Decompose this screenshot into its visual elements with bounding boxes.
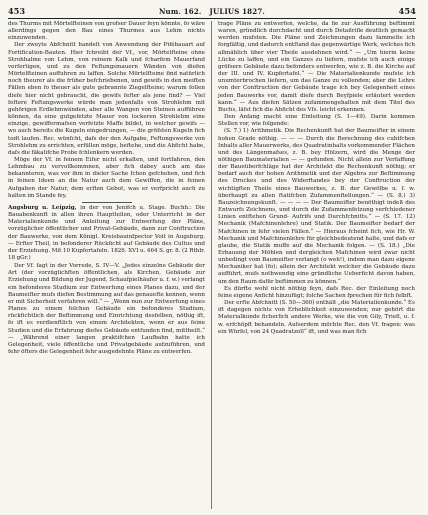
paragraph: Den Anfang macht eine Einleitung (S. 1—49). Darin kommen Stellen vor, wie folgende: [218,114,415,128]
section-separator [82,202,132,203]
paragraph: Der zweyte Abfchnitt handelt von Anwendung der Pifébauart auf Fortification-Bauten. Hier fchreibt der Vf., vor, Mörtelfteine ohne Strohhalme von Lehm, von reinem Kalk und fcharfem Mauerfand verfertigen, und zu den Feftungsmauern Wänden von diefen Mörtelfteinen auffuhren zu laffen. Solche Mörtelfteine find natürlich noch theurer als die früher befchriebenen, und gewifs in den meiften Fällen eben fo theuer als gute gebrannte Ziegelfteine; warum follen diefe hier nicht gebraucht, die gewifs fefter als jene find? — Viel feftere Feftungswerke würde man jedenfalls von Strohlehm mit gehörigen Erdlehmwänden, aber alle Wangen von Steinen aufführen können, da eine gutgefetzte Mauer von lockeren Strohlehm eine einzige, gewiffermafsen verfetzte Maffe bildet, in welcher gewifs — wo auch bereits die Kugeln eingedrungen, — die gröfsten Kugeln fich todt laufen. Rec. wünfcht, dafs der den Aufgabe, Feftungswerke von Strohlehm zu errichten, erfüllen möge, beftehe, und die Abficht habe, dafs die fäkalifche Probe fchlenkern werden. [8,42,205,156]
book-entry-place: Augsburg u. Leipzig, [8,204,77,211]
paragraph: des Thurms mit Mörtelfteinen von grofser Dauer feyn könnte, fo wäre allerdings gegen den Bau eines Thurmes aus Lehm nichts einzuwenden. [8,21,205,42]
paragraph: Der erfte Abfchnitt (S. 50—360) enthält „die Materialienkunde.“ Es ift dagegen nichts von Erheblichkeit einzuwenden; nur gehört die Materialkunde ficherlich andere Werke, wie die von Gily, Triefl, u. f. w. erfchöpft behandeln. Aufserdem möchte Rec. den Vf. fragen: was ein Würfel, von 24 Quadratzoll“ ift, und was man fich [218,300,415,335]
left-column [8,21,205,356]
issue-month-year: JULIUS 1827. [209,7,266,16]
paragraph: Der Vf. fagt in der Vorrede, S. IV—V. „Jedes einzelne Gebäude der Art (der vorzüglichften öffentlichen, als Kirchen, Gebäude zur Erziehung und Bildung der Jugend, Schaufpielhäufer u. f. w.) verlangt ein befonderes Studium zur Entwerfung eines Planes dazu, und der Baumeifter mufs diefen Bestimmung auf das genauefte kennen, wenn er mit Sicherheit verfahren will.“ — „Wenn nun zur Entwerfung eines Planes zu einem folchen Gebäude ein befonderes Studium, rückfichtlich der Beftimmung und Einrichtung desfelben, nöthig ift, fo ift es verdienftlich von einem Architekten, wenn er aus feine Studien und die Erfahrung diefes Gebäude entfunden find, mittheilt.“ — „Während einer langen praktifchen Laufbahn hatte ich Gelegenheit, viele öffentliche und Privatgebäude aufzuführen, und fehr öfters die Gelegenheit fehr ausgedehnte Pläne zu entwerfen. [8,263,205,356]
book-entry-body: in der von Jenifch u. Stage. Buchh.: Die Bauabenkunft in allen ihren Hauptteilen, oder Unterricht in der Materialienkunde und Anleitung zur Entwerfung der Pläne, vorzüglicher öffentlicher und Privat-Gebäude, dann zur Conftruction der Bauwerke, von dem Königl. Kreisbauinfpector Voit in Augsburg. — Erfter Theil, in befonderer Rückficht auf Gebäude des Cultus und der Erziehung. Mit 10 Kupfertafeln. 1826. XVI u. 464 S. gr. 8. (2 Rthlr. 18 gGr.) [8,204,205,261]
paragraph: (S. 7.) 1) Arithmetik. Die Rechenkunft hat der Baumeifter in einem hohen Grade nöthig. — — — Durch die Berechnung des cubifchen Inhalts aller Mauerwerks, des Quadratinhalts vorkommender Flächen und des Längenmafses, z. B. bey Hölzern, wird die Menge der nöthigen Baumaterialien — — gefunden. Nicht allein zur Verfaffung der Baueüberfchläge hat der Architekt die Rechenkunft nöthig; er bedarf auch der hohen Arithmetik und der Algebra zur Beftimmung des Druckes und des Widerftandes bey der Conftruction der wichtigften Theile eines Bauwerkes, z. B. der Gewölbe u. f. w. überhaupt zu allen ftatifchen Zufammenftellungen.“ — (S. 8.) 3) Bauzeichnungskunft. — — — — Der Baumeifter benöthigt indeß des Entwurfs Zeichnens, und durch die Zufammenfetzung verfchiedener Linien entftehen Grund- Aufrifs und Durchfchnitts.“ — (S. 17. 12) Mechanik (Mafchinenlehre) und Statik. Der Baumeifter bedarf der Mafchinen in fehr vielen Fällen.“ — Hieraus fcheint fich, wie Hr. W. Mechanik und Mafchinenlehre für gleichbedeutend halte, und dafs er glaube, die Statik muffe auf die Mechanik folgen. — (S. 18.) „Die Erbauung der Möhlen und dergleichen Mafchinen wird zwar nicht unbedingt vom Baumeifter verlangt (o weh!), indem man dazu eigene Mechaniker hat (fo); allein der Architekt welcher die Gebäude dazu aufführt, mufs nothwendig eine gründliche Ueberficht davon haben, um den Raum dafür beftimmen zu können.“ [218,128,415,285]
right-column [218,21,415,336]
column-divider [211,21,212,509]
paragraph: trage Pläne zu entwerfen, welche, da fie zur Ausführung beftimmt waren, gründlich durchdacht und durch Detailrifle deutlich gemacht werden mufsten. Die Pläne und Zeichnungen dazu fammelte ich forgfältig, und dadurch entftand das gegenwärtige Werk, welches fich allmählich über vier Theile ausdehnen wird.“ — „Um hierin keine Lücke zu laffen, und ein Ganzes zu liefern, mufste ich auch einige gröfsere Gebäude dazu befonders entwerfen, wie z. B. die Kirche auf der III. und IV. Kupfertafel.“ — Die Materialienkunde mufste ich unumterbrochen liefern, um das Ganze zu vollenden; aber die Lehre von der Conftruction der Gebäude trage ich bey Gelegenheit eines jeden Bauwerks vor, damit diefe durch Beyfpiele erläutert werden kann.“ — Aus diefen Sätzen zufammengehalten mit dem Titel des Buchs, läfst fich die Abficht des Vfs. leicht erkennen. [218,21,416,113]
book-entry [8,205,205,262]
header-rule [8,18,416,19]
paragraph: Möge der Vf. in feinem Eifer nicht erkalten, und fortfahren, den Lehmbau zu vervollkommnen, aber fich dabey auch am das bekannteren, was vor ihm in dieler Sache fchon gefchehen, und fich in feinen Ideen an die Natur auch dem Gewiffen, die in feinen Aufgaben der Natur, dem erften Gebot, was er verfpricht auch zu halten im Stande fey. [8,156,205,199]
page-number-right: 454 [398,6,416,16]
page-number-left: 453 [8,6,26,16]
page-header [8,6,416,18]
paragraph: Es dürfte wohl nicht nöthig feyn, dafs Rec. der Einleitung noch feine eigene Anficht hinzufügt; folche Sachen fprechen für fich felbft. [218,285,415,299]
issue-number: Num. 162. [158,7,202,16]
issue-date [159,7,265,16]
